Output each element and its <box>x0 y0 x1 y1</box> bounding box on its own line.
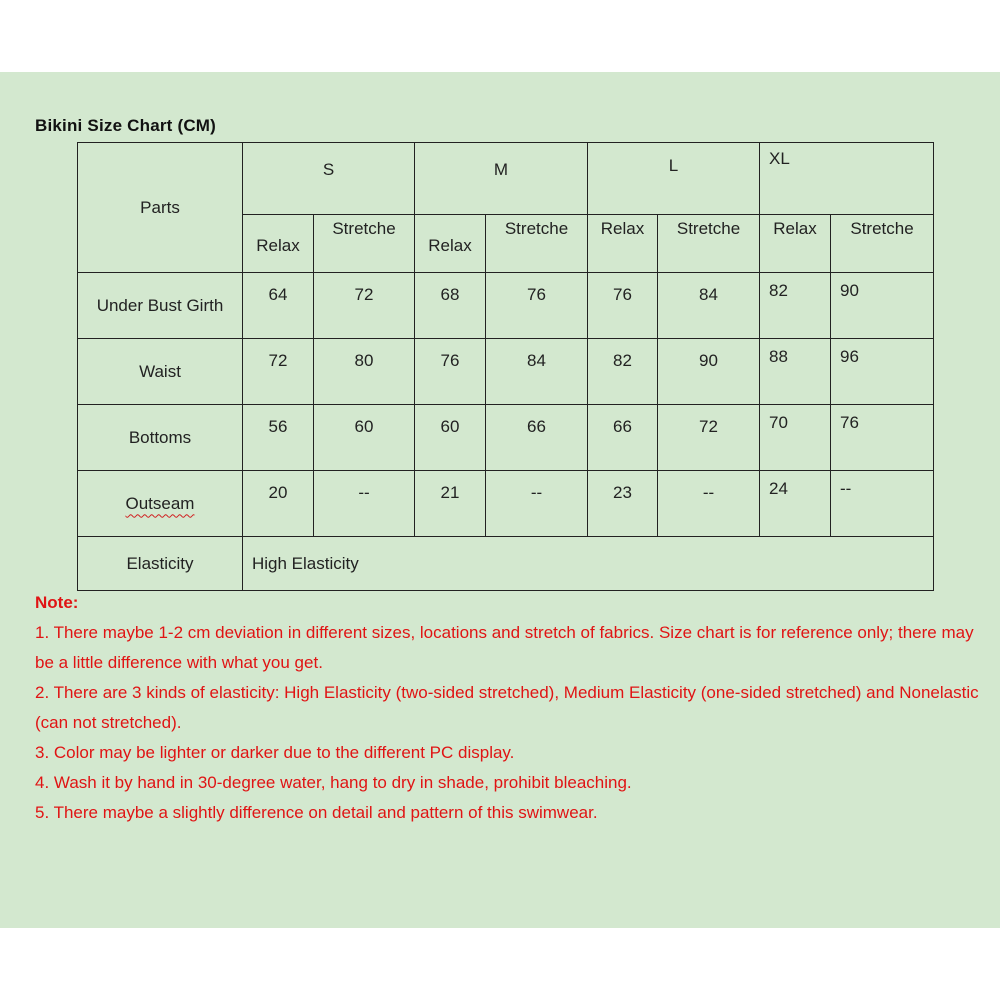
note-item: 5. There maybe a slightly difference on detail and pattern of this swimwear. <box>35 803 598 822</box>
chart-title: Bikini Size Chart (CM) <box>35 116 217 135</box>
table-cell: 96 <box>831 339 934 405</box>
row-label: Outseam <box>125 493 195 513</box>
table-cell: 66 <box>486 405 588 471</box>
table-cell: 72 <box>658 405 760 471</box>
table-cell: 68 <box>415 273 486 339</box>
elasticity-value: High Elasticity <box>243 537 934 591</box>
sub-header-stretche: Stretche <box>486 215 588 273</box>
table-cell: 20 <box>243 471 314 537</box>
table-cell: 80 <box>314 339 415 405</box>
table-cell: 24 <box>760 471 831 537</box>
table-cell: 72 <box>314 273 415 339</box>
notes-title: Note: <box>35 593 79 612</box>
table-cell: -- <box>486 471 588 537</box>
sub-header-stretche: Stretche <box>658 215 760 273</box>
note-item: 3. Color may be lighter or darker due to the different PC display. <box>35 743 515 762</box>
table-row <box>78 405 934 471</box>
table-cell: 76 <box>415 339 486 405</box>
notes-section <box>35 588 980 828</box>
table-cell: 84 <box>486 339 588 405</box>
sub-header-relax: Relax <box>243 215 314 273</box>
table-cell: 82 <box>760 273 831 339</box>
table-cell: 76 <box>486 273 588 339</box>
table-cell: -- <box>831 471 934 537</box>
table-row <box>78 471 934 537</box>
table-cell: 64 <box>243 273 314 339</box>
row-label-outseam <box>78 471 243 537</box>
row-label: Waist <box>78 339 243 405</box>
table-cell: 56 <box>243 405 314 471</box>
size-chart-table <box>77 142 934 591</box>
table-cell: 90 <box>831 273 934 339</box>
size-header-xl: XL <box>760 143 934 215</box>
table-cell: 72 <box>243 339 314 405</box>
table-cell: 84 <box>658 273 760 339</box>
table-cell: 90 <box>658 339 760 405</box>
table-cell: 76 <box>588 273 658 339</box>
sub-header-relax: Relax <box>415 215 486 273</box>
row-label: Under Bust Girth <box>78 273 243 339</box>
sub-header-relax: Relax <box>588 215 658 273</box>
row-label: Bottoms <box>78 405 243 471</box>
table-cell: -- <box>658 471 760 537</box>
note-item: 2. There are 3 kinds of elasticity: High Elasticity (two-sided stretched), Medium Elasticity (one-sided stretched) and Nonelastic (can not stretched). <box>35 683 979 732</box>
table-cell: 70 <box>760 405 831 471</box>
size-header-l: L <box>588 143 760 215</box>
parts-header: Parts <box>78 143 243 273</box>
table-cell: 82 <box>588 339 658 405</box>
sub-header-relax: Relax <box>760 215 831 273</box>
table-row <box>78 273 934 339</box>
size-header-s: S <box>243 143 415 215</box>
table-cell: -- <box>314 471 415 537</box>
table-row <box>78 339 934 405</box>
table-cell: 21 <box>415 471 486 537</box>
table-cell: 60 <box>314 405 415 471</box>
table-cell: 66 <box>588 405 658 471</box>
size-header-m: M <box>415 143 588 215</box>
note-item: 4. Wash it by hand in 30-degree water, hang to dry in shade, prohibit bleaching. <box>35 773 632 792</box>
sub-header-stretche: Stretche <box>314 215 415 273</box>
table-cell: 23 <box>588 471 658 537</box>
table-cell: 76 <box>831 405 934 471</box>
size-header-row <box>78 143 934 215</box>
sub-header-stretche: Stretche <box>831 215 934 273</box>
table-cell: 60 <box>415 405 486 471</box>
elasticity-row <box>78 537 934 591</box>
note-item: 1. There maybe 1-2 cm deviation in different sizes, locations and stretch of fabrics. Size chart is for reference only; there may be a little difference with what you get. <box>35 623 974 672</box>
table-cell: 88 <box>760 339 831 405</box>
elasticity-label: Elasticity <box>78 537 243 591</box>
